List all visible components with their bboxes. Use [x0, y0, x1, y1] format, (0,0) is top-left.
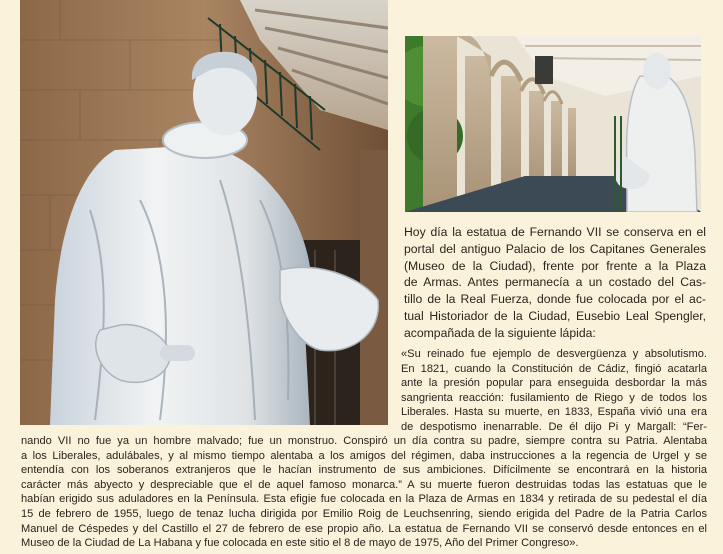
- quote-line: sangrienta reacción: fusilamiento de Riego y de todos los: [401, 391, 707, 404]
- arcade-photo-illustration: [405, 36, 701, 212]
- caption-line: (Museo de la Ciudad), frente por frente a la Plaza: [404, 258, 706, 273]
- quote-line: carácter más abyecto y despreciable que el de aquel famoso monarca.” A su muerte fueron destruidas todas las estatuas que le: [21, 478, 707, 491]
- quote-line: «Su reinado fue ejemplo de desvergüenza y absolutismo.: [401, 348, 707, 360]
- quote-line: Museo de la Ciudad de La Habana y fue colocada en este sitio el 8 de mayo de 1975, Año del Primer Congreso».: [21, 537, 579, 550]
- caption-line: acompañada de la siguiente lápida:: [404, 325, 596, 340]
- caption-line: tual Historiador de la Ciudad, Eusebio Leal Spengler,: [404, 308, 706, 323]
- arcade-photo: [405, 36, 701, 212]
- photo-caption: [404, 224, 706, 342]
- quote-line: a los Liberales, adulábales, y al mismo tiempo alentaba a los amigos del régimen, daba instrucciones a la regencia de Urgel y se: [21, 449, 707, 462]
- quote-line: En 1821, cuando la Constitución de Cádiz, fingió acatarla: [401, 362, 707, 375]
- quote-line: ante la presión popular para enseguida desbordar la más: [401, 377, 707, 390]
- caption-line: portal del antiguo Palacio de los Capitanes Generales: [404, 241, 706, 256]
- plaque-quote-column: [401, 347, 707, 435]
- statue-photo-illustration: [20, 0, 388, 425]
- quote-line: Liberales. Hasta su muerte, en 1833, España vivió una era: [401, 406, 707, 419]
- quote-line: entendía con los soberanos extranjeros que le hacían instrumento de sus ambiciones. Difícilmente se encontrará en la historia: [21, 464, 707, 477]
- caption-line: Hoy día la estatua de Fernando VII se conserva en el: [404, 225, 706, 239]
- caption-line: tillo de la Real Fuerza, donde fue colocada por el ac-: [404, 292, 706, 307]
- quote-line: de despotismo inenarrable. De él dijo Pi y Margall: “Fer-: [401, 420, 707, 433]
- quote-line: Manuel de Céspedes y del Castillo el 27 de febrero de ese propio año. La estatua de Fernando VII se conservó desde entonces en el: [21, 522, 707, 535]
- quote-line: nando VII no fue ya un hombre malvado; fue un monstruo. Conspiró un día contra su padre, siempre contra su Patria. Alentaba: [21, 435, 707, 447]
- quote-line: habían erigido sus aduladores en la Península. Esta efigie fue colocada en la Plaza de Armas en 1834 y retirada de su pedestal el día: [21, 493, 707, 506]
- caption-line: de Armas. Antes permanecía a un costado del Cas-: [404, 275, 706, 290]
- quote-line: 15 de febrero de 1955, luego de tenaz lucha dirigida por Emilio Roig de Leuchsenring, siendo erigida del Padre de la Patria Carlos: [21, 507, 707, 520]
- statue-photo: [20, 0, 388, 425]
- plaque-quote-full: [21, 434, 707, 551]
